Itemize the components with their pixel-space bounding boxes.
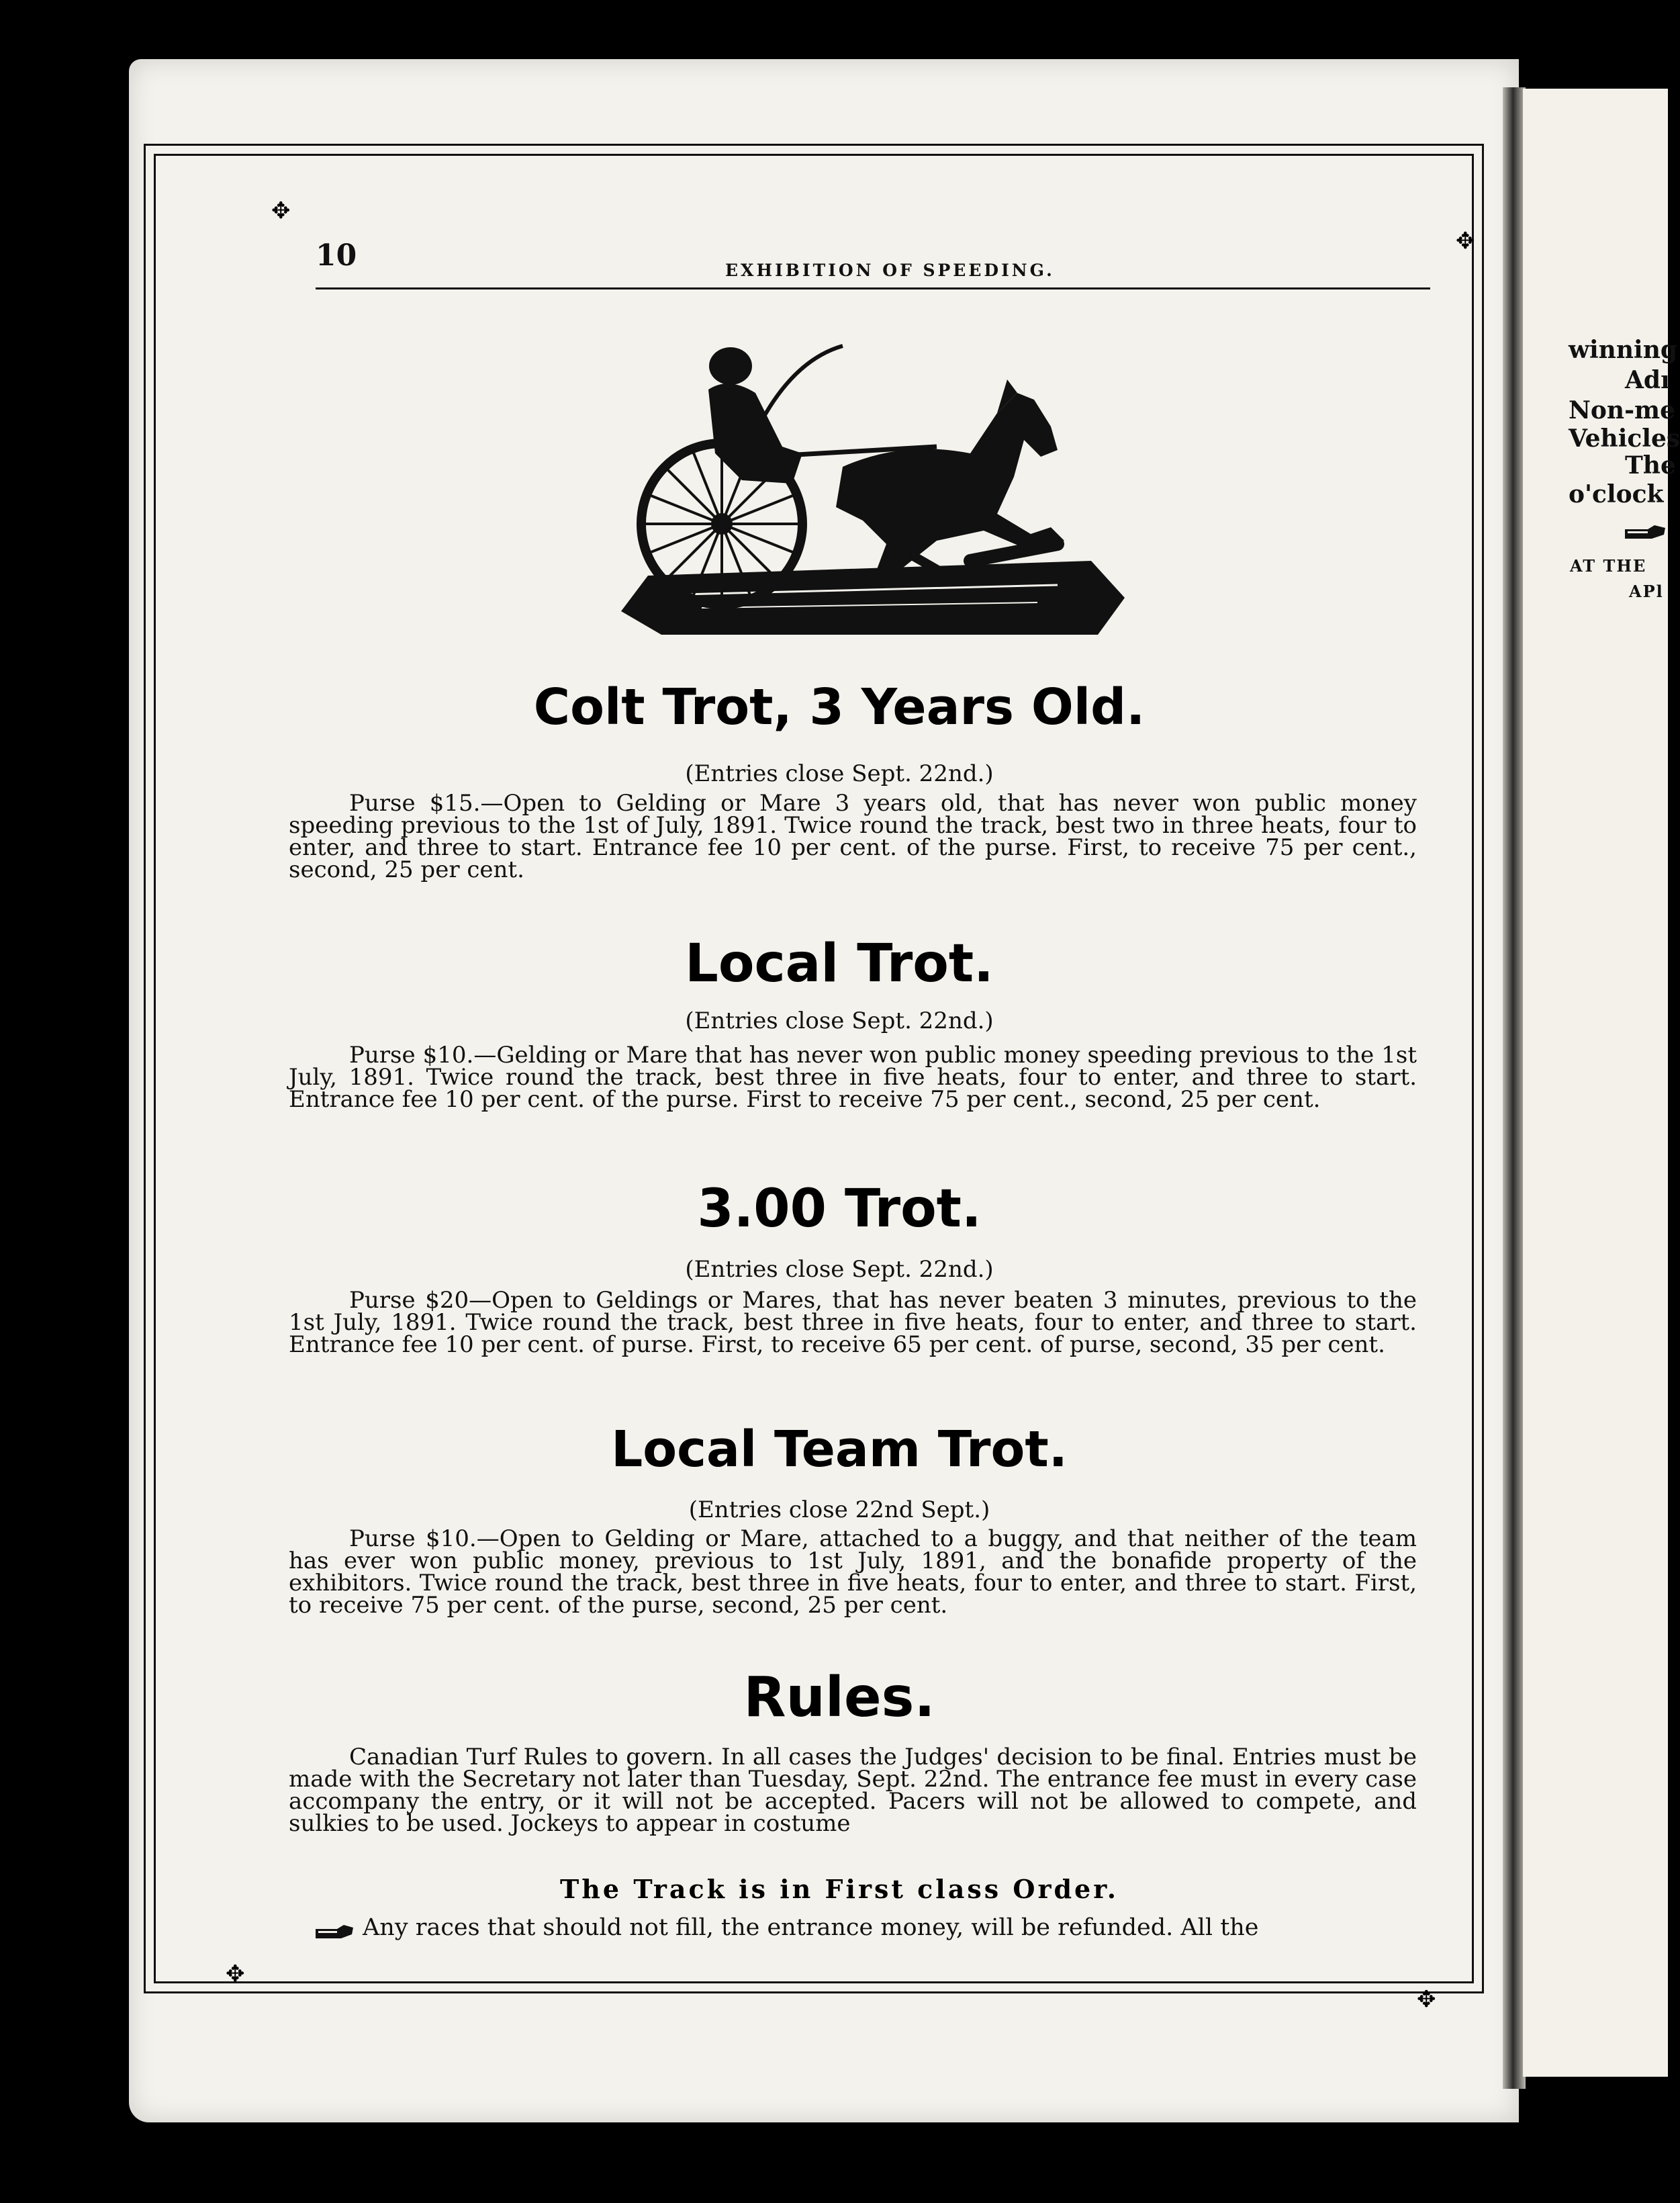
section-title-colt-trot: Colt Trot, 3 Years Old. [533,678,1146,736]
entries-close-local-trot: (Entries close Sept. 22nd.) [685,1007,994,1034]
corner-ornament-top-left: ✥ [271,197,291,224]
section-body-local-team-trot: Purse $10.—Open to Gelding or Mare, attached to a buggy, and that neither of the team has ever won public money, previous to 1st July, 1891, and the bonafide property of the exhibitors. Twice round the track, best three in five heats, four to enter, and three to start. First, to receive 75 per cent. of the purse, second, 25 per cent. [289,1525,1417,1619]
entries-close-local-team-trot: (Entries close 22nd Sept.) [688,1496,990,1523]
entries-close-colt-trot: (Entries close Sept. 22nd.) [685,760,994,787]
facing-line-6: o'clock [1569,480,1664,508]
horse-and-sulky-icon [621,339,1125,635]
pointing-hand-icon [316,1920,353,1938]
facing-hand-icon [1625,524,1665,541]
facing-line-5: The [1625,451,1676,480]
facing-line-8: APl [1629,582,1664,601]
section-body-colt-trot: Purse $15.—Open to Gelding or Mare 3 years old, that has never won public money speeding previous to the 1st of July, 1891. Twice round the track, best two in three heats, four to enter, and three to start. Entrance fee 10 per cent. of the purse. First, to receive 75 per cent., second, 25 per cent. [289,790,1417,883]
section-title-local-team-trot: Local Team Trot. [611,1421,1068,1478]
page-number: 10 [316,238,357,273]
section-title-three-minute-trot: 3.00 Trot. [697,1179,982,1239]
facing-line-2: Adı [1625,366,1670,394]
refund-notice-line [316,1914,1417,1941]
track-notice: The Track is in First class Order. [560,1874,1119,1904]
header-rule [316,287,1430,289]
running-title: EXHIBITION OF SPEEDING. [725,261,1055,280]
corner-ornament-bottom-right: ✥ [1417,1986,1436,2013]
facing-line-1: winning [1569,336,1678,364]
book-gutter [1503,87,1526,2089]
section-title-local-trot: Local Trot. [685,934,994,994]
facing-line-4: Vehicles [1569,424,1680,453]
corner-ornament-bottom-left: ✥ [226,1961,245,1987]
section-title-rules: Rules. [743,1666,935,1729]
corner-ornament-top-right: ✥ [1456,228,1475,255]
section-body-rules: Canadian Turf Rules to govern. In all cases the Judges' decision to be final. Entries must be made with the Secretary not later than Tuesday, Sept. 22nd. The entrance fee must in every case accompany the entry, or it will not be accepted. Pacers will not be allowed to compete, and sulkies to be used. Jockeys to appear in costume [289,1744,1417,1837]
section-body-local-trot: Purse $10.—Gelding or Mare that has never won public money speeding previous to the 1st July, 1891. Twice round the track, best three in five heats, four to enter, and three to start. Entrance fee 10 per cent. of the purse. First to receive 75 per cent., second, 25 per cent. [289,1042,1417,1113]
entries-close-three-minute-trot: (Entries close Sept. 22nd.) [685,1256,994,1283]
facing-line-3: Non-me [1569,396,1676,424]
refund-notice: Any races that should not fill, the entrance money, will be refunded. All the [363,1914,1259,1941]
section-body-three-minute-trot: Purse $20—Open to Geldings or Mares, that has never beaten 3 minutes, previous to the 1st July, 1891. Twice round the track, best three in five heats, four to enter, and three to start. Entrance fee 10 per cent. of purse. First, to receive 65 per cent. of purse, second, 35 per cent. [289,1287,1417,1358]
facing-line-7: AT THE [1570,556,1647,576]
